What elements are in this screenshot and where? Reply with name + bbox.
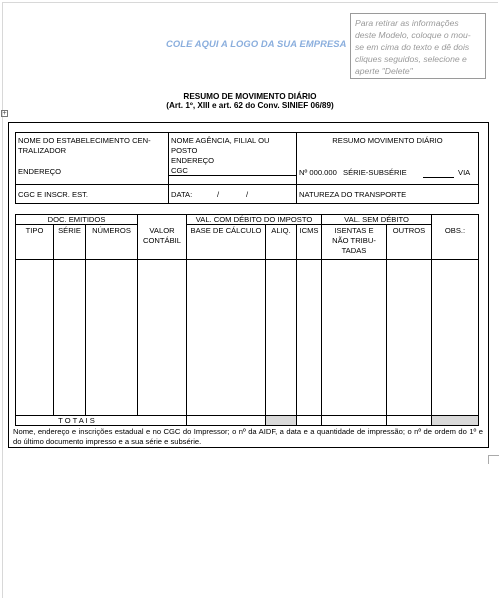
group-val-sem-debito: VAL. SEM DÉBITO [344, 215, 409, 224]
rule [478, 214, 479, 425]
logo-placeholder[interactable]: COLE AQUI A LOGO DA SUA EMPRESA [166, 38, 347, 49]
page-corner-mark [488, 455, 499, 464]
via-label: VIA [458, 168, 471, 177]
date-separator: / [217, 190, 220, 199]
rule [15, 184, 479, 185]
summary-title: RESUMO MOVIMENTO DIÁRIO [332, 136, 443, 145]
printer-footnote: Nome, endereço e inscrições estadual e no CGC do Impressor; o nº da AIDF, a data e a quantidade de impressão; o nº de ordem do 1º e do último documento impresso e a sua série e subsérie. [13, 427, 483, 446]
estab-name-label-cont: TRALIZADOR [18, 146, 67, 155]
col-tipo: TIPO [25, 226, 44, 235]
rule [169, 175, 296, 176]
rule [386, 224, 387, 425]
col-isentas-cont2: TADAS [341, 246, 367, 255]
rule [15, 132, 16, 203]
movement-form [8, 122, 489, 448]
rule [186, 214, 187, 425]
totals-shaded-cell [432, 416, 478, 425]
agency-address-label: ENDEREÇO [171, 156, 215, 165]
totals-shaded-cell [266, 416, 296, 425]
agency-name-label-cont: POSTO [171, 146, 198, 155]
page-edge-top [2, 2, 498, 3]
rule [15, 224, 137, 225]
rule [168, 132, 169, 203]
date-label: DATA: [171, 190, 193, 199]
rule [321, 224, 431, 225]
series-label: SÉRIE-SUBSÉRIE [343, 168, 407, 177]
col-isentas: ISENTAS E [334, 226, 374, 235]
rule [15, 203, 479, 204]
col-valor-cont: CONTÁBIL [143, 236, 181, 245]
rule [265, 224, 266, 425]
note-line: Para retirar as informações [355, 18, 459, 28]
col-obs: OBS.: [444, 226, 466, 235]
rule [15, 132, 478, 133]
col-serie: SÉRIE [58, 226, 81, 235]
rule [53, 224, 54, 415]
note-line: cliques seguidos, selecione e [355, 54, 467, 64]
via-underline [423, 177, 454, 178]
totals-label: T O T A I S [58, 416, 95, 425]
rule [85, 224, 86, 415]
col-aliq: ALIQ. [271, 226, 291, 235]
col-valor: VALOR [149, 226, 175, 235]
group-val-debito: VAL. COM DÉBITO DO IMPOSTO [195, 215, 313, 224]
estab-name-label: NOME DO ESTABELECIMENTO CEN- [18, 136, 151, 145]
note-line: aperte "Delete" [355, 66, 413, 76]
document-title: RESUMO DE MOVIMENTO DIÁRIO [183, 92, 317, 101]
nature-label: NATUREZA DO TRANSPORTE [299, 190, 407, 199]
col-icms: ICMS [299, 226, 319, 235]
date-separator: / [246, 190, 249, 199]
document-subtitle: (Art. 1º, XIII e art. 62 do Conv. SINIEF 06/89) [166, 101, 334, 110]
instruction-note-box[interactable] [350, 13, 486, 79]
estab-cgc-label: CGC E INSCR. EST. [18, 190, 89, 199]
col-base: BASE DE CÁLCULO [190, 226, 262, 235]
estab-address-label: ENDEREÇO [18, 167, 62, 176]
col-numeros: NÚMEROS [92, 226, 131, 235]
col-outros: OUTROS [392, 226, 426, 235]
agency-name-label: NOME AGÊNCIA, FILIAL OU [171, 136, 270, 145]
group-doc-emitidos: DOC. EMITIDOS [47, 215, 106, 224]
note-line: se em cima do texto e dê dois [355, 42, 470, 52]
table-move-handle-icon[interactable]: + [2, 110, 7, 117]
rule [15, 214, 16, 425]
rule [478, 132, 479, 203]
summary-number: Nº 000.000 [299, 168, 337, 177]
rule [431, 214, 432, 425]
rule [15, 425, 479, 426]
rule [296, 224, 297, 425]
col-isentas-cont: NÃO TRIBU- [332, 236, 376, 245]
agency-cgc-label: CGC [171, 166, 188, 175]
rule [186, 224, 321, 225]
note-line: deste Modelo, coloque o mou- [355, 30, 471, 40]
